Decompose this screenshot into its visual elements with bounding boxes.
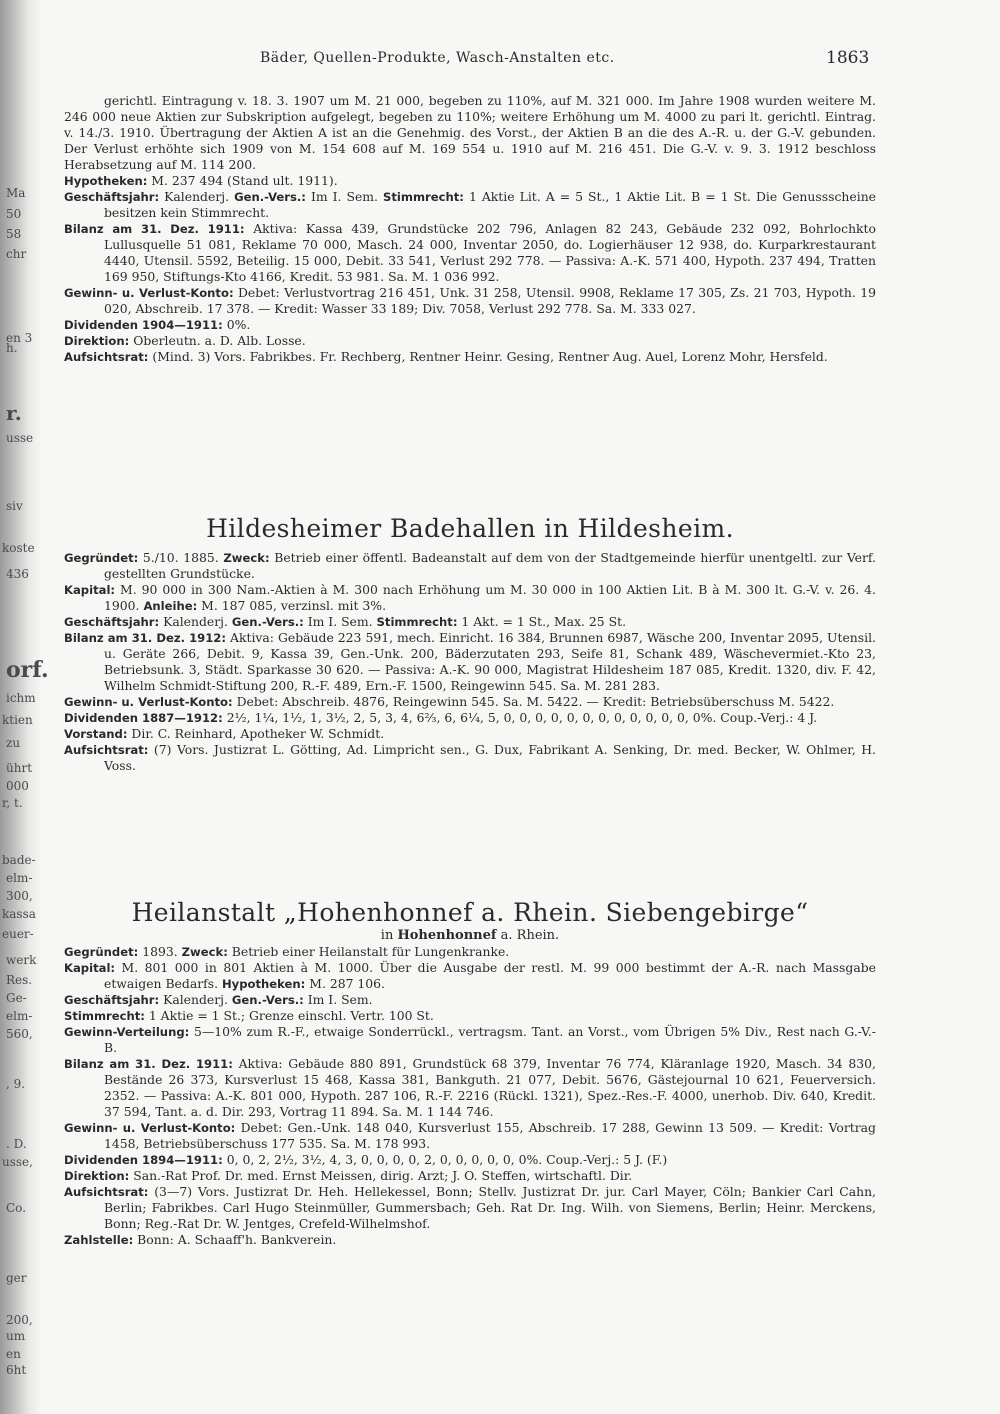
margin-fragment: chr bbox=[6, 247, 27, 261]
item-text: 5./10. 1885. bbox=[138, 550, 219, 565]
margin-fragment: bade- bbox=[2, 853, 36, 867]
item-label: Direktion: bbox=[64, 334, 130, 348]
entry-subtitle bbox=[64, 928, 876, 944]
item-label: Kapital: bbox=[64, 583, 116, 597]
margin-fragment: siv bbox=[6, 499, 23, 513]
margin-fragment: usse bbox=[6, 431, 34, 445]
page-header bbox=[0, 50, 1000, 74]
item-text: Bonn: A. Schaaff'h. Bankverein. bbox=[133, 1232, 337, 1247]
margin-fragment: . D. bbox=[6, 1137, 27, 1151]
item-label: Vorstand: bbox=[64, 727, 128, 741]
item-text: Dir. C. Reinhard, Apotheker W. Schmidt. bbox=[127, 726, 385, 741]
entry-items bbox=[64, 944, 876, 1248]
entry-items bbox=[64, 550, 876, 774]
entry-item bbox=[64, 550, 876, 582]
item-text: 0, 0, 2, 2½, 3½, 4, 3, 0, 0, 0, 0, 2, 0, 0, 0, 0, 0, 0%. Coup.-Verj.: 5 J. (F.) bbox=[222, 1152, 668, 1167]
item-text: (Mind. 3) Vors. Fabrikbes. Fr. Rechberg, Rentner Heinr. Gesing, Rentner Aug. Auel, Lorenz Mohr, Hersfeld. bbox=[148, 349, 828, 364]
entry-item bbox=[64, 1056, 876, 1120]
entry-title: Heilanstalt „Hohenhonnef a. Rhein. Siebengebirge“ bbox=[131, 898, 809, 927]
margin-fragment: Co. bbox=[6, 1201, 27, 1215]
entry-item bbox=[64, 742, 876, 774]
margin-fragment: ührt bbox=[6, 761, 33, 775]
entry-item bbox=[64, 1120, 876, 1152]
margin-fragment: um bbox=[6, 1329, 26, 1343]
subtitle-place: Hohenhonnef bbox=[397, 928, 497, 943]
entry-item bbox=[64, 726, 876, 742]
item-label: Zweck: bbox=[223, 551, 270, 565]
margin-fragment: en 3 bbox=[6, 331, 33, 345]
item-text: Debet: Verlustvortrag 216 451, Unk. 31 258, Utensil. 9908, Reklame 17 305, Zs. 21 703, Hypoth. 19 020, Abschreib. 17 378. — Kredit: Wasser 33 189; Div. 7058, Verlust 292 778. Sa. M. 333 027. bbox=[104, 285, 876, 316]
item-text: Aktiva: Kassa 439, Grundstücke 202 796, Anlagen 82 243, Gebäude 232 092, Bohrlochkto Lullusquelle 51 081, Reklame 70 000, Masch. 24 000, Inventar 2050, do. Logierhäuser 12 938, do. Kurparkrestaurant 4440, Utensil. 5592, Beteilig. 15 000, Debit. 33 541, Verlust 292 778. — Passiva: A.-K. 571 400, Hypoth. 237 494, Tratten 169 950, Stiftungs-Kto 4166, Kredit. 53 981. Sa. M. 1 036 992. bbox=[104, 221, 876, 284]
item-label: Geschäftsjahr: bbox=[64, 190, 160, 204]
item-label: Aufsichtsrat: bbox=[64, 743, 149, 757]
entry-item bbox=[64, 614, 876, 630]
item-text: M. 287 106. bbox=[305, 976, 385, 991]
running-title: Bäder, Quellen-Produkte, Wasch-Anstalten etc. bbox=[260, 50, 615, 66]
item-label: Geschäftsjahr: bbox=[64, 993, 160, 1007]
margin-fragment: koste bbox=[2, 541, 35, 555]
item-label: Anleihe: bbox=[143, 599, 198, 613]
entry-item bbox=[64, 1152, 876, 1168]
entry-item bbox=[64, 582, 876, 614]
subtitle-suffix: a. Rhein. bbox=[500, 928, 560, 943]
item-text: Kalenderj. bbox=[159, 992, 228, 1007]
item-label: Dividenden 1894—1911: bbox=[64, 1153, 223, 1167]
entry-item bbox=[64, 710, 876, 726]
item-text: Debet: Gen.-Unk. 148 040, Kursverlust 155, Abschreib. 17 288, Gewinn 13 509. — Kredit: Vortrag 1458, Betriebsüberschuss 177 535. Sa. M. 178 993. bbox=[104, 1120, 876, 1151]
item-text: Im I. Sem. bbox=[305, 189, 378, 204]
item-text: Kalenderj. bbox=[159, 189, 230, 204]
item-text: 2½, 1¼, 1½, 1, 3½, 2, 5, 3, 4, 6⅔, 6, 6¼, 5, 0, 0, 0, 0, 0, 0, 0, 0, 0, 0, 0, 0, 0%. Coup.-Verj.: 4 J. bbox=[222, 710, 818, 725]
item-label: Gewinn- u. Verlust-Konto: bbox=[64, 1121, 236, 1135]
item-text: M. 801 000 in 801 Aktien à M. 1000. Über die Ausgabe der restl. M. 99 000 bestimmt der A.-R. nach Massgabe etwaigen Bedarfs. bbox=[104, 960, 876, 991]
entry-heilanstalt-hohenhonnef bbox=[64, 898, 876, 1248]
item-text: 1 Akt. = 1 St., Max. 25 St. bbox=[457, 614, 627, 629]
entry-item bbox=[64, 992, 876, 1008]
margin-fragment: Res. bbox=[6, 973, 33, 987]
margin-fragment: h. bbox=[6, 341, 18, 355]
margin-fragment: orf. bbox=[6, 657, 49, 683]
item-text: Betrieb einer Heilanstalt für Lungenkranke. bbox=[227, 944, 510, 959]
entry-item bbox=[64, 1168, 876, 1184]
margin-fragment: 58 bbox=[6, 227, 22, 241]
subtitle-prefix: in bbox=[380, 928, 394, 943]
item-label: Gen.-Vers.: bbox=[231, 993, 304, 1007]
item-label: Bilanz am 31. Dez. 1911: bbox=[64, 222, 245, 236]
margin-fragment: , 9. bbox=[6, 1077, 26, 1091]
entry-item bbox=[64, 221, 876, 285]
margin-fragment: en bbox=[6, 1347, 21, 1361]
entry-item bbox=[64, 944, 876, 960]
item-label: Gegründet: bbox=[64, 945, 139, 959]
margin-fragment: elm- bbox=[6, 1009, 33, 1023]
entry-title: Hildesheimer Badehallen in Hildesheim. bbox=[206, 514, 734, 543]
entry-item bbox=[64, 1184, 876, 1232]
margin-fragment: zu bbox=[6, 736, 21, 750]
margin-fragment: euer- bbox=[2, 927, 34, 941]
margin-fragment: kassa bbox=[2, 907, 36, 921]
entry-item bbox=[64, 189, 876, 221]
margin-fragment: 560, bbox=[6, 1027, 33, 1041]
item-text: (7) Vors. Justizrat L. Götting, Ad. Limpricht sen., G. Dux, Fabrikant A. Senking, Dr. med. Becker, W. Ohlmer, H. Voss. bbox=[104, 742, 876, 773]
item-label: Zweck: bbox=[181, 945, 228, 959]
item-label: Gen.-Vers.: bbox=[231, 615, 304, 629]
entry-item bbox=[64, 333, 876, 349]
item-label: Dividenden 1887—1912: bbox=[64, 711, 223, 725]
item-label: Bilanz am 31. Dez. 1912: bbox=[64, 631, 227, 645]
item-label: Bilanz am 31. Dez. 1911: bbox=[64, 1057, 233, 1071]
margin-fragment: 300, bbox=[6, 889, 33, 903]
item-text: (3—7) Vors. Justizrat Dr. Heh. Hellekessel, Bonn; Stellv. Justizrat Dr. jur. Carl Mayer, Cöln; Bankier Carl Cahn, Berlin; Fabrikbes. Carl Hugo Steinmüller, Gummersbach; Geh. Rat Dr. Ing. Wilh. von Siemens, Berlin; Heinr. Merckens, Bonn; Reg.-Rat Dr. W. Jentges, Crefeld-Wilhelmshof. bbox=[104, 1184, 876, 1231]
item-text: San.-Rat Prof. Dr. med. Ernst Meissen, dirig. Arzt; J. O. Steffen, wirtschaftl. Dir. bbox=[129, 1168, 633, 1183]
margin-fragment: Ge- bbox=[6, 991, 27, 1005]
entry-item bbox=[64, 317, 876, 333]
left-margin-fragments bbox=[0, 0, 70, 1414]
entry-items bbox=[64, 173, 876, 365]
item-label: Gegründet: bbox=[64, 551, 139, 565]
entry-item bbox=[64, 694, 876, 710]
item-label: Hypotheken: bbox=[221, 977, 306, 991]
item-text: 0%. bbox=[222, 317, 251, 332]
page-number: 1863 bbox=[826, 48, 870, 68]
item-label: Zahlstelle: bbox=[64, 1233, 134, 1247]
item-label: Stimmrecht: bbox=[383, 190, 464, 204]
item-text: Oberleutn. a. D. Alb. Losse. bbox=[129, 333, 306, 348]
margin-fragment: r. bbox=[6, 401, 22, 425]
item-label: Aufsichtsrat: bbox=[64, 1185, 149, 1199]
item-label: Gewinn- u. Verlust-Konto: bbox=[64, 286, 234, 300]
entry-item bbox=[64, 630, 876, 694]
margin-fragment: 6ht bbox=[6, 1363, 27, 1377]
margin-fragment: Ma bbox=[6, 186, 26, 200]
entry-item bbox=[64, 173, 876, 189]
item-text: M. 237 494 (Stand ult. 1911). bbox=[147, 173, 338, 188]
margin-fragment: 50 bbox=[6, 207, 22, 221]
entry-item bbox=[64, 1232, 876, 1248]
item-text: Debet: Abschreib. 4876, Reingewinn 545. Sa. M. 5422. — Kredit: Betriebsüberschuss M. 5422. bbox=[232, 694, 835, 709]
margin-fragment: usse, bbox=[2, 1155, 33, 1169]
margin-fragment: werk bbox=[6, 953, 37, 967]
margin-fragment: r, t. bbox=[2, 796, 23, 810]
item-text: M. 90 000 in 300 Nam.-Aktien à M. 300 nach Erhöhung um M. 30 000 in 100 Aktien Lit. B à M. 300 lt. G.-V. v. 26. 4. 1900. bbox=[104, 582, 876, 613]
paragraph: gerichtl. Eintragung v. 18. 3. 1907 um M. 21 000, begeben zu 110%, auf M. 321 000. Im Jahre 1908 wurden weitere M. 246 000 neue Aktien zur Subskription aufgelegt, begeben zu 110%; weitere Erhöhung um M. 4000 zu pari lt. gerichtl. Eintrag. v. 14./3. 1910. Übertragung der Aktien A ist an die Genehmig. des Vorst., der Aktien B an die des A.-R. u. der G.-V. gebunden. Der Verlust erhöhte sich 1909 von M. 154 608 auf M. 169 554 u. 1910 auf M. 216 451. Die G.-V. v. 9. 3. 1912 beschloss Herabsetzung auf M. 114 200. bbox=[64, 93, 876, 172]
margin-fragment: elm- bbox=[6, 871, 33, 885]
margin-fragment: 200, bbox=[6, 1313, 33, 1327]
margin-fragment: ktien bbox=[2, 713, 33, 727]
entry-item bbox=[64, 1024, 876, 1056]
margin-fragment: ichm bbox=[6, 691, 36, 705]
item-label: Direktion: bbox=[64, 1169, 130, 1183]
item-text: Aktiva: Gebäude 880 891, Grundstück 68 379, Inventar 76 774, Kläranlage 1920, Masch. 34 830, Bestände 26 373, Kursverlust 15 468, Kassa 381, Bankguth. 21 077, Debit. 5676, Gästejournal 10 621, Feuerversich. 2352. — Passiva: A.-K. 801 000, Hypoth. 287 106, R.-F. 2216 (Rückl. 1321), Spez.-Res.-F. 4000, unerhob. Div. 640, Kredit. 37 594, Tant. a. d. Dir. 293, Vortrag 11 894. Sa. M. 1 144 746. bbox=[104, 1056, 876, 1119]
margin-fragment: 000 bbox=[6, 779, 29, 793]
item-label: Gewinn- u. Verlust-Konto: bbox=[64, 695, 233, 709]
item-label: Gewinn-Verteilung: bbox=[64, 1025, 190, 1039]
item-label: Hypotheken: bbox=[64, 174, 148, 188]
entry-item bbox=[64, 285, 876, 317]
item-label: Aufsichtsrat: bbox=[64, 350, 149, 364]
entry-item bbox=[64, 349, 876, 365]
entry-continuation bbox=[64, 93, 876, 365]
item-label: Stimmrecht: bbox=[376, 615, 458, 629]
entry-item bbox=[64, 1008, 876, 1024]
item-text: 1 Aktie = 1 St.; Grenze einschl. Vertr. 100 St. bbox=[144, 1008, 434, 1023]
item-label: Geschäftsjahr: bbox=[64, 615, 160, 629]
item-label: Gen.-Vers.: bbox=[234, 190, 306, 204]
item-text: M. 187 085, verzinsl. mit 3%. bbox=[197, 598, 387, 613]
entry-item bbox=[64, 960, 876, 992]
item-text: Im I. Sem. bbox=[303, 614, 373, 629]
item-text: Aktiva: Gebäude 223 591, mech. Einricht. 16 384, Brunnen 6987, Wäsche 200, Inventar 2095, Utensil. u. Geräte 266, Debit. 9, Kassa 39, Gen.-Unk. 200, Bäderzutaten 293, Seife 81, Schank 489, Wäschevermiet.-Kto 23, Betriebsunk. 3, Städt. Sparkasse 30 620. — Passiva: A.-K. 90 000, Magistrat Hildesheim 187 085, Kredit. 1320, div. F. 42, Wilhelm Schmidt-Stiftung 200, R.-F. 489, Ern.-F. 1500, Reingewinn 545. Sa. M. 281 283. bbox=[104, 630, 876, 693]
item-label: Kapital: bbox=[64, 961, 116, 975]
item-label: Stimmrecht: bbox=[64, 1009, 145, 1023]
item-text: Im I. Sem. bbox=[303, 992, 373, 1007]
item-text: 1 Aktie Lit. A = 5 St., 1 Aktie Lit. B = 1 St. Die Genussscheine besitzen kein Stimmrecht. bbox=[104, 189, 877, 220]
entry-hildesheimer-badehallen bbox=[64, 514, 876, 774]
item-text: Kalenderj. bbox=[159, 614, 228, 629]
item-text: 1893. bbox=[138, 944, 178, 959]
margin-fragment: ger bbox=[6, 1271, 27, 1285]
margin-fragment: 436 bbox=[6, 567, 29, 581]
item-label: Dividenden 1904—1911: bbox=[64, 318, 223, 332]
item-text: 5—10% zum R.-F., etwaige Sonderrückl., vertragsm. Tant. an Vorst., vom Übrigen 5% Div., Rest nach G.-V.-B. bbox=[104, 1024, 876, 1055]
item-text: Betrieb einer öffentl. Badeanstalt auf dem von der Stadtgemeinde hierfür unentgeltl. zur Verf. gestellten Grundstücke. bbox=[104, 550, 876, 581]
